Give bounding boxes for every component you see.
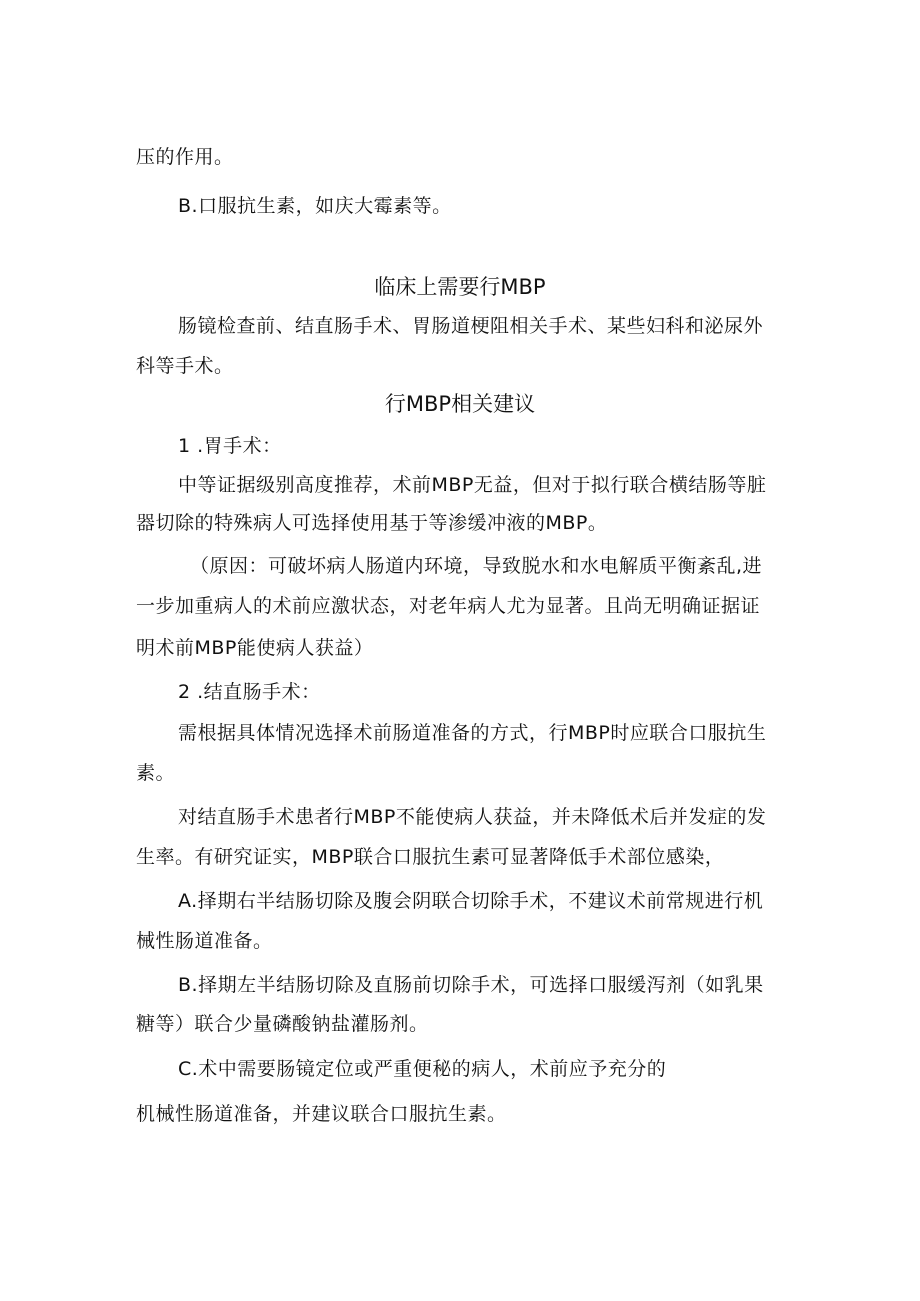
text-line-1: 压的作用。: [136, 146, 234, 168]
text-line-21: 机械性肠道准备，并建议联合口服抗生素。: [136, 1103, 507, 1125]
text-line-11: 2 .结直肠手术：: [178, 681, 321, 703]
text-line-10: 明术前MBP能使病人获益）: [136, 637, 374, 659]
text-line-19: 糖等）联合少量磷酸钠盐灌肠剂。: [136, 1013, 429, 1035]
section-heading-1: 临床上需要行MBP: [374, 275, 546, 300]
text-line-2: B.口服抗生素，如庆大霉素等。: [178, 195, 452, 217]
text-line-15: 生率。有研究证实，MBP联合口服抗生素可显著降低手术部位感染，: [136, 846, 725, 868]
text-line-12: 需根据具体情况选择术前肠道准备的方式，行MBP时应联合口服抗生: [178, 722, 767, 744]
text-line-5: 1 .胃手术：: [178, 435, 282, 457]
text-line-3: 肠镜检查前、结直肠手术、胃肠道梗阻相关手术、某些妇科和泌尿外: [178, 315, 764, 337]
text-line-18: B.择期左半结肠切除及直肠前切除手术，可选择口服缓泻剂（如乳果: [178, 974, 764, 996]
text-line-16: A.择期右半结肠切除及腹会阴联合切除手术，不建议术前常规进行机: [178, 890, 764, 912]
text-line-9: 一步加重病人的术前应激状态，对老年病人尤为显著。且尚无明确证据证: [136, 595, 761, 617]
section-heading-2: 行MBP相关建议: [384, 392, 536, 417]
text-line-17: 械性肠道准备。: [136, 930, 273, 952]
text-line-20: C.术中需要肠镜定位或严重便秘的病人，术前应予充分的: [178, 1058, 667, 1080]
text-line-7: 器切除的特殊病人可选择使用基于等渗缓冲液的MBP。: [136, 512, 608, 534]
text-line-6: 中等证据级别高度推荐，术前MBP无益，但对于拟行联合横结肠等脏: [178, 474, 767, 496]
text-line-14: 对结直肠手术患者行MBP不能使病人获益，并未降低术后并发症的发: [178, 806, 767, 828]
text-line-13: 素。: [136, 762, 176, 784]
text-line-8: （原因：可破坏病人肠道内环境，导致脱水和水电解质平衡紊乱,进: [190, 555, 763, 577]
text-line-4: 科等手术。: [136, 355, 234, 377]
